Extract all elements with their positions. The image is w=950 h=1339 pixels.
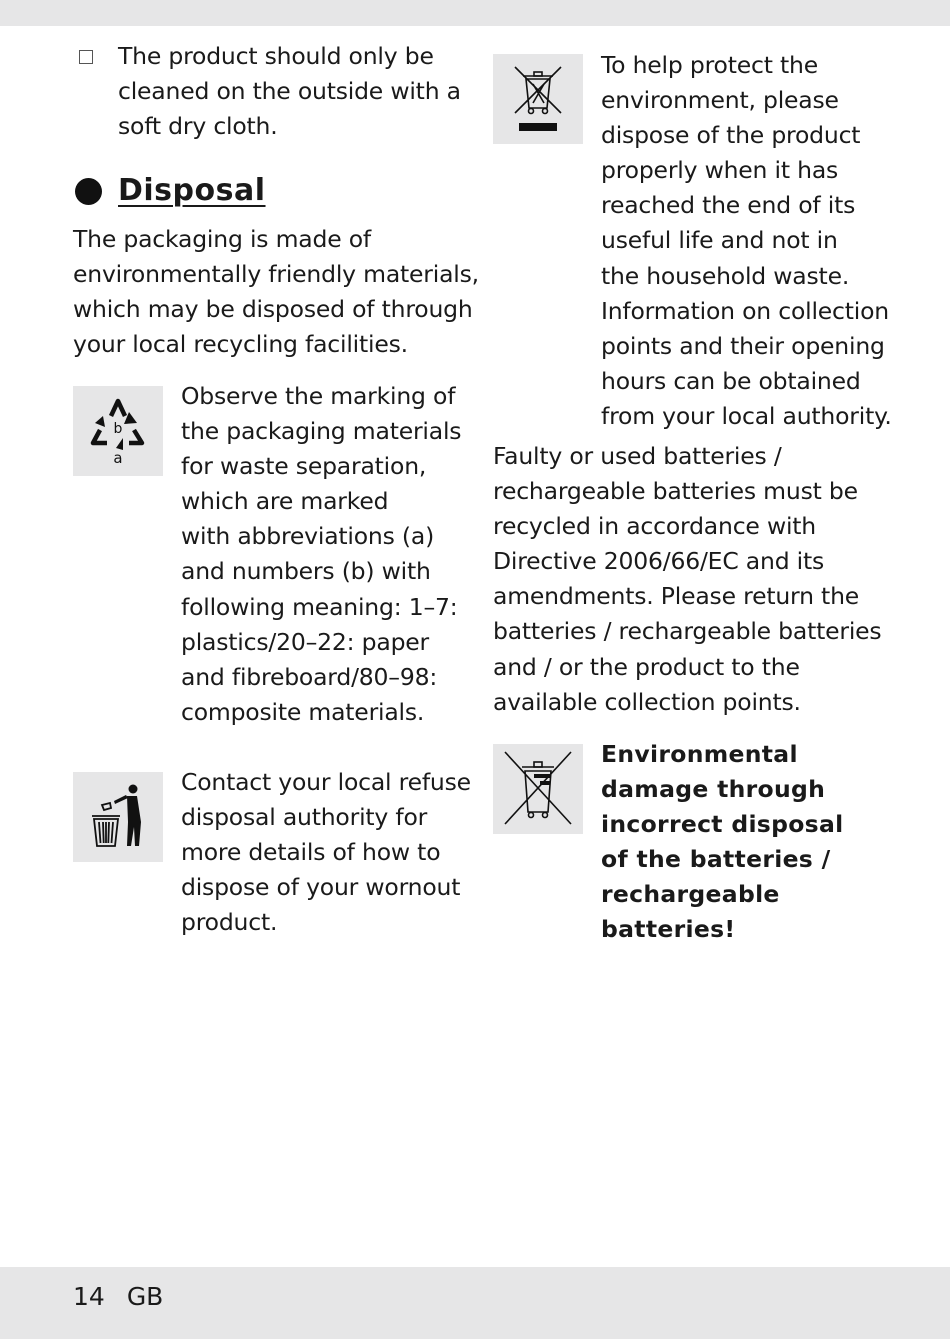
refuse-paragraph xyxy=(181,765,471,940)
battery-paragraph xyxy=(493,439,881,720)
text-line: which are marked xyxy=(181,487,389,516)
recycling-label-a: a xyxy=(113,449,123,467)
text-line: Directive 2006/66/EC and its xyxy=(493,547,825,576)
text-line: properly when it has xyxy=(601,156,839,185)
text-line: the packaging materials xyxy=(181,417,462,446)
recycling-label-b: b xyxy=(113,421,123,437)
text-line: amendments. Please return the xyxy=(493,582,860,611)
language-code: GB xyxy=(126,1282,164,1311)
text-line: soft dry cloth. xyxy=(118,112,278,141)
text-line: batteries! xyxy=(601,915,736,944)
text-line: incorrect disposal xyxy=(601,810,844,839)
text-line: composite materials. xyxy=(181,697,425,726)
text-line: product. xyxy=(181,908,278,937)
text-line: hours can be obtained xyxy=(601,366,861,395)
text-line: of the batteries / xyxy=(601,845,831,874)
text-line: available collection points. xyxy=(493,687,801,716)
text-line: To help protect the xyxy=(601,51,818,79)
crossed-out-battery-bin-icon xyxy=(493,744,583,834)
text-line: batteries / rechargeable batteries xyxy=(493,617,882,646)
text-line: dispose of your wornout xyxy=(181,873,461,902)
environment-paragraph xyxy=(601,48,892,434)
text-line: rechargeable xyxy=(601,880,780,909)
text-line: Observe the marking of xyxy=(181,382,456,410)
text-line: Environmental xyxy=(601,740,798,768)
text-line: Faulty or used batteries / xyxy=(493,442,782,470)
text-line: dispose of the product xyxy=(601,121,861,150)
waste-bin-person-icon xyxy=(73,772,163,862)
recycling-icon xyxy=(73,386,163,476)
page-number: 14 xyxy=(73,1282,105,1311)
list-checkbox-icon xyxy=(79,50,93,64)
text-line: and fibreboard/80–98: xyxy=(181,662,438,691)
text-line: your local recycling facilities. xyxy=(73,330,408,359)
text-line: damage through xyxy=(601,775,826,804)
text-line: disposal authority for xyxy=(181,803,428,832)
packaging-paragraph xyxy=(73,222,479,362)
text-line: Contact your local refuse xyxy=(181,768,471,796)
crossed-out-bin-icon xyxy=(493,54,583,144)
text-line: more details of how to xyxy=(181,838,441,867)
text-line: rechargeable batteries must be xyxy=(493,477,858,506)
text-line: environmentally friendly materials, xyxy=(73,260,479,289)
text-line: environment, please xyxy=(601,86,839,115)
text-line: The packaging is made of xyxy=(73,225,371,253)
battery-warning xyxy=(601,737,843,948)
text-line: and numbers (b) with xyxy=(181,557,431,586)
text-line: cleaned on the outside with a xyxy=(118,77,461,106)
text-line: from your local authority. xyxy=(601,401,892,430)
text-line: and / or the product to the xyxy=(493,652,800,681)
section-bullet-icon xyxy=(75,178,102,205)
text-line: the household waste. xyxy=(601,261,850,290)
header-band xyxy=(0,0,950,26)
text-line: points and their opening xyxy=(601,331,885,360)
text-line: The product should only be xyxy=(118,42,434,70)
text-line: which may be disposed of through xyxy=(73,295,473,324)
text-line: following meaning: 1–7: xyxy=(181,592,458,621)
cleaning-note xyxy=(118,39,461,144)
marking-paragraph xyxy=(181,379,461,730)
text-line: recycled in accordance with xyxy=(493,512,817,541)
text-line: reached the end of its xyxy=(601,191,856,220)
text-line: for waste separation, xyxy=(181,452,427,481)
page-footer xyxy=(73,1280,185,1314)
text-line: plastics/20–22: paper xyxy=(181,627,430,656)
text-line: with abbreviations (a) xyxy=(181,522,435,551)
text-line: useful life and not in xyxy=(601,226,838,255)
section-heading: Disposal xyxy=(118,173,266,208)
text-line: Information on collection xyxy=(601,296,889,325)
